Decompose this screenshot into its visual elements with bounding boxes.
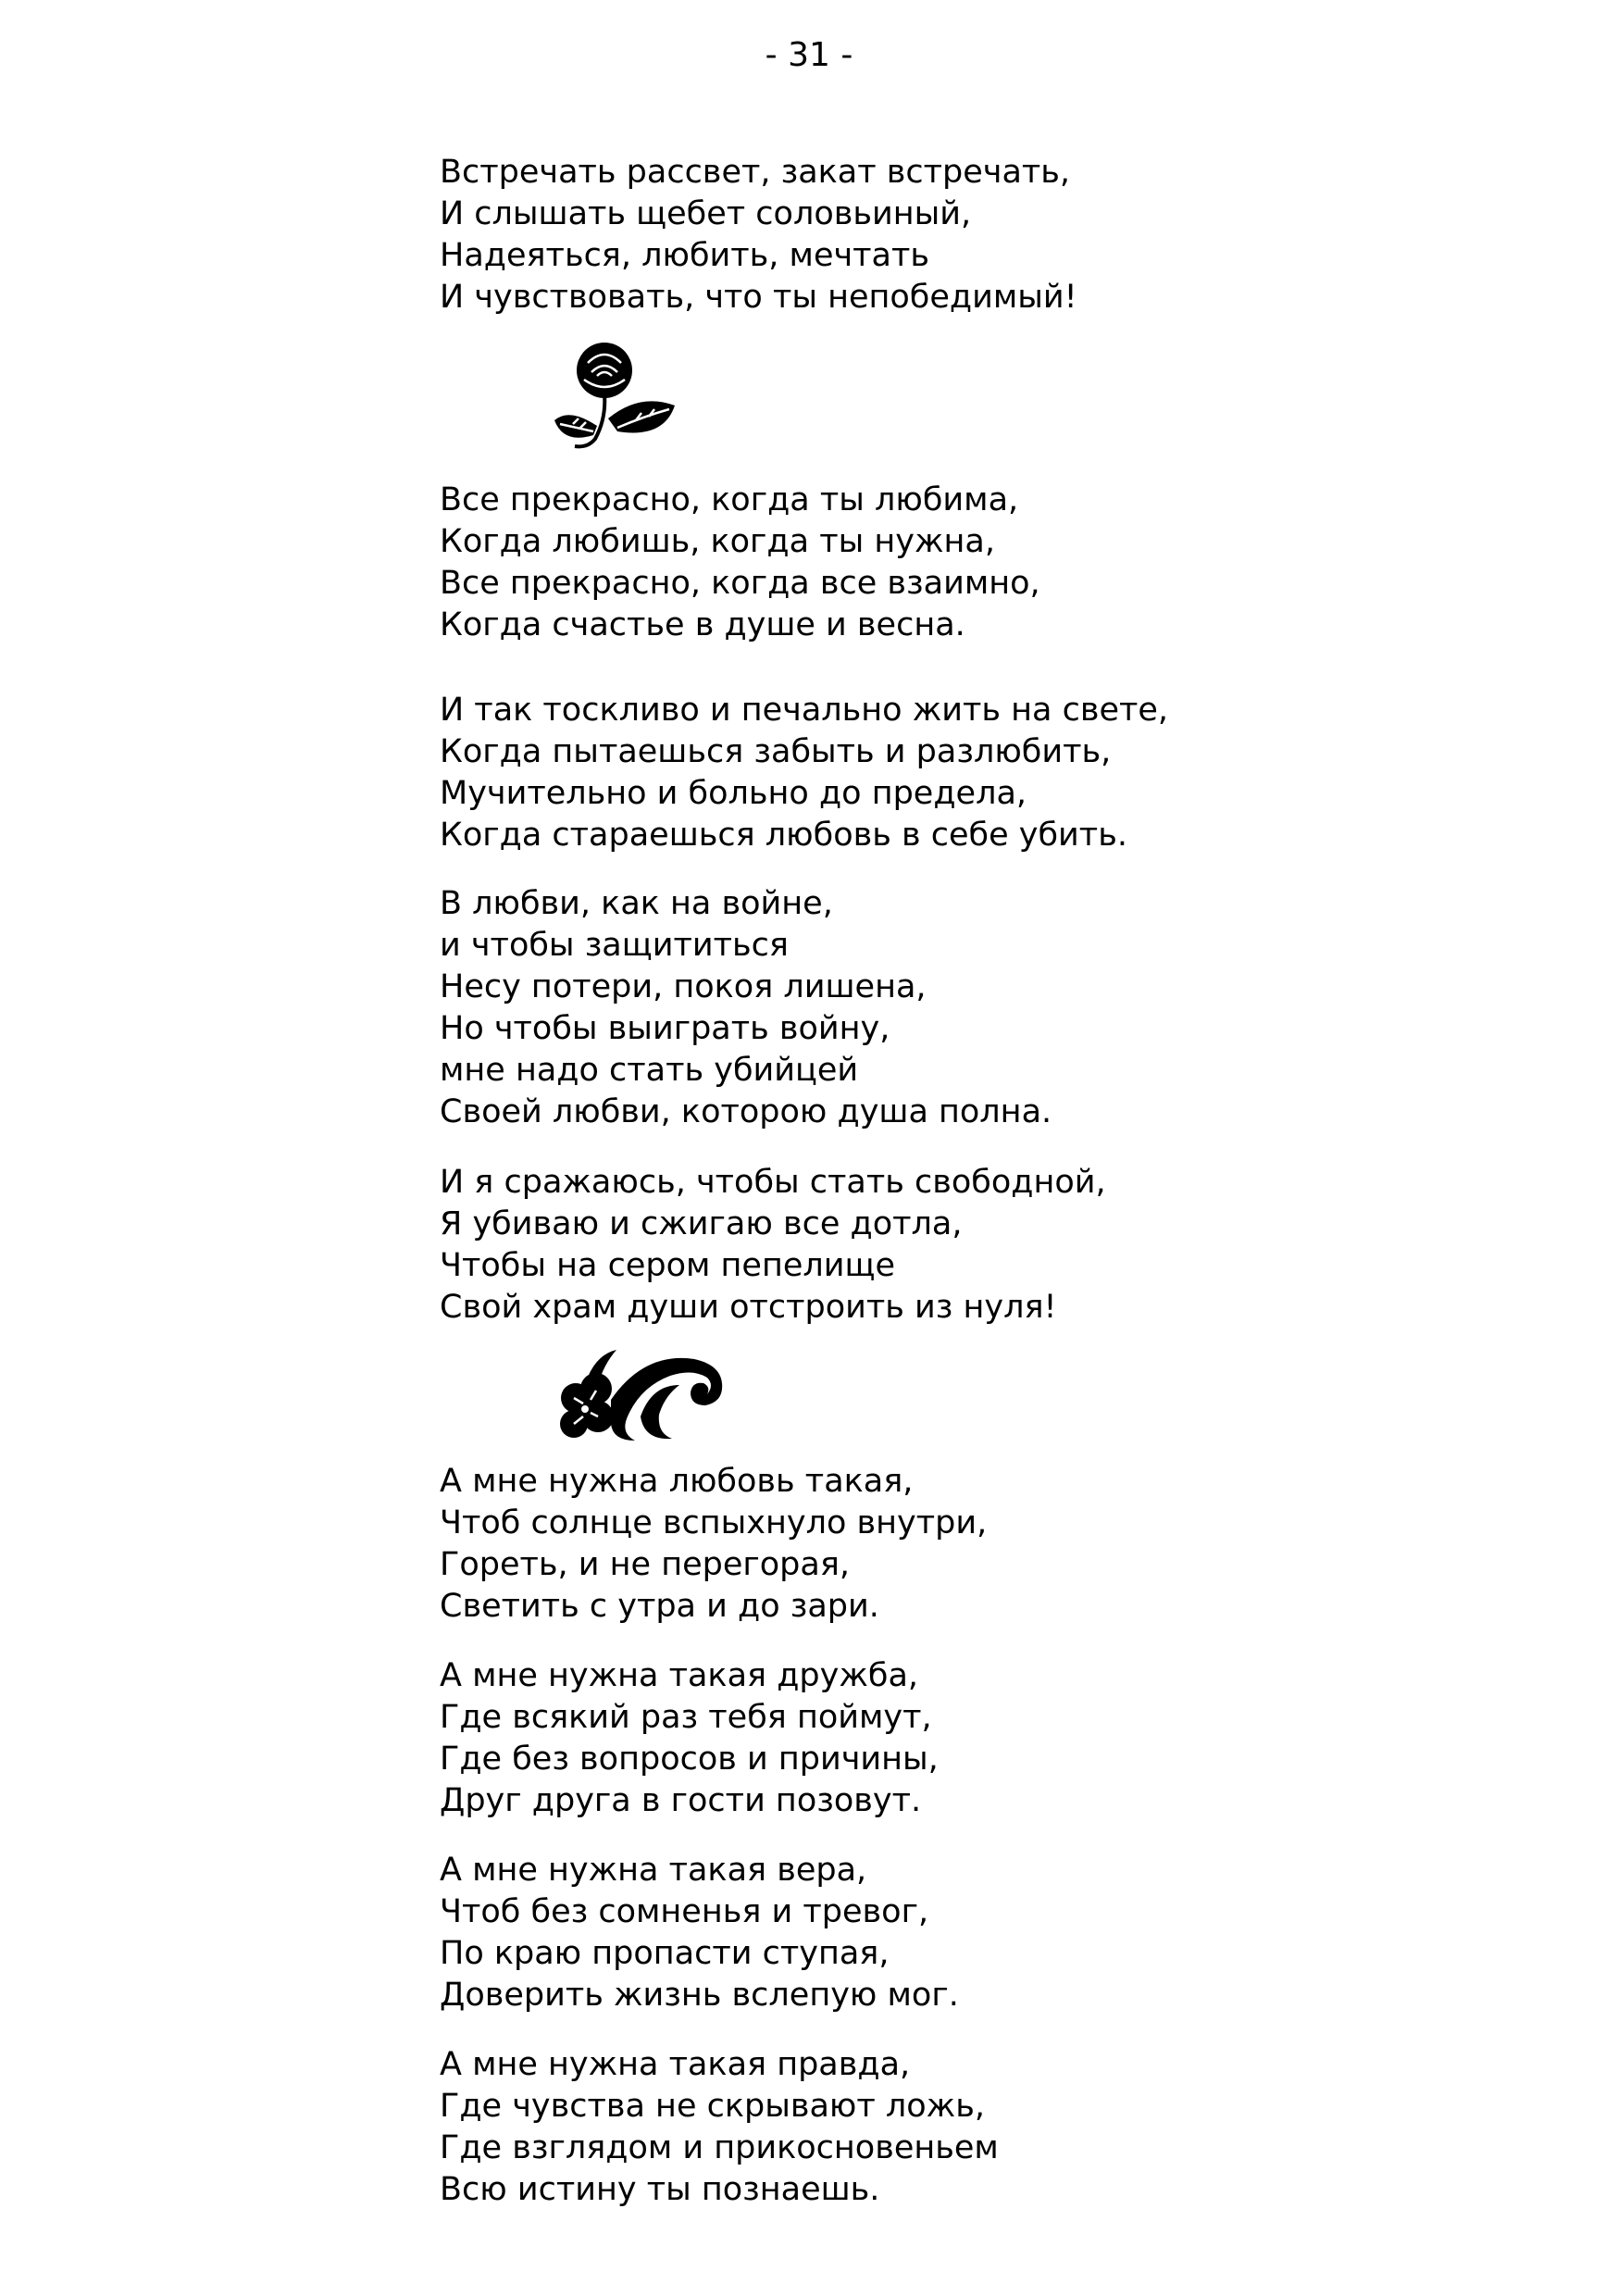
poem-line: Всю истину ты познаешь. [440,2171,880,2208]
poem-line: Чтоб без сомненья и тревог, [440,1893,929,1930]
poem-line: Когда любишь, когда ты нужна, [440,523,995,560]
stanza-4 [440,883,1550,1133]
poem-line: Где всякий раз тебя поймут, [440,1699,932,1736]
poem-line: мне надо стать убийцей [440,1052,859,1089]
poem-line: А мне нужна такая дружба, [440,1657,919,1694]
poem-line: Все прекрасно, когда все взаимно, [440,565,1040,602]
poem-line: А мне нужна такая правда, [440,2046,911,2083]
poem-line: А мне нужна такая вера, [440,1852,867,1889]
poem-line: Друг друга в гости позовут. [440,1782,922,1819]
poem-line: В любви, как на войне, [440,885,833,922]
poem-line: Чтобы на сером пепелище [440,1247,895,1284]
stanza-5 [440,1162,1550,1329]
poem-line: Когда пытаешься забыть и разлюбить, [440,733,1112,770]
poem-line: И так тоскливо и печально жить на свете, [440,692,1169,729]
poem-line: Гореть, и не перегорая, [440,1546,851,1583]
poem-line: Где взглядом и прикосновеньем [440,2129,999,2166]
poem-line: Надеяться, любить, мечтать [440,237,930,274]
poem-line: Чтоб солнце вспыхнуло внутри, [440,1504,988,1541]
stanza-1 [440,152,1550,318]
poem-line: По краю пропасти ступая, [440,1935,890,1972]
poem-line: И чувствовать, что ты непобедимый! [440,279,1077,316]
poem-line: Я убиваю и сжигаю все дотла, [440,1205,963,1242]
poem-line: Но чтобы выиграть войну, [440,1010,890,1047]
poem-line: Светить с утра и до зари. [440,1588,879,1625]
stanza-3 [440,690,1550,856]
poem-line: И я сражаюсь, чтобы стать свободной, [440,1164,1106,1201]
poem-line: А мне нужна любовь такая, [440,1463,914,1500]
stanza-9 [440,2044,1550,2211]
poem-line: Свой храм души отстроить из нуля! [440,1289,1057,1326]
stanza-2 [440,480,1550,646]
stanza-6 [440,1461,1550,1628]
poem-line: Встречать рассвет, закат встречать, [440,154,1071,191]
page-number: - 31 - [765,36,853,74]
stanza-8 [440,1850,1550,2016]
poem-line: Когда стараешься любовь в себе убить. [440,817,1127,854]
stanza-7 [440,1655,1550,1822]
poem-line: Когда счастье в душе и весна. [440,606,965,643]
poem-line: и чтобы защититься [440,927,789,964]
poem-line: Где чувства не скрывают ложь, [440,2088,985,2125]
floral-flourish-icon [555,1344,727,1444]
poem-line: Где без вопросов и причины, [440,1741,939,1778]
poem-line: Своей любви, которою душа полна. [440,1093,1052,1130]
poem-line: Все прекрасно, когда ты любима, [440,481,1019,518]
poem-line: Мучительно и больно до предела, [440,775,1027,812]
poem-line: И слышать щебет соловьиный, [440,195,972,232]
poem-line: Несу потери, покоя лишена, [440,968,927,1005]
rose-ornament-icon [551,335,680,455]
poem-line: Доверить жизнь вслепую мог. [440,1977,959,2014]
